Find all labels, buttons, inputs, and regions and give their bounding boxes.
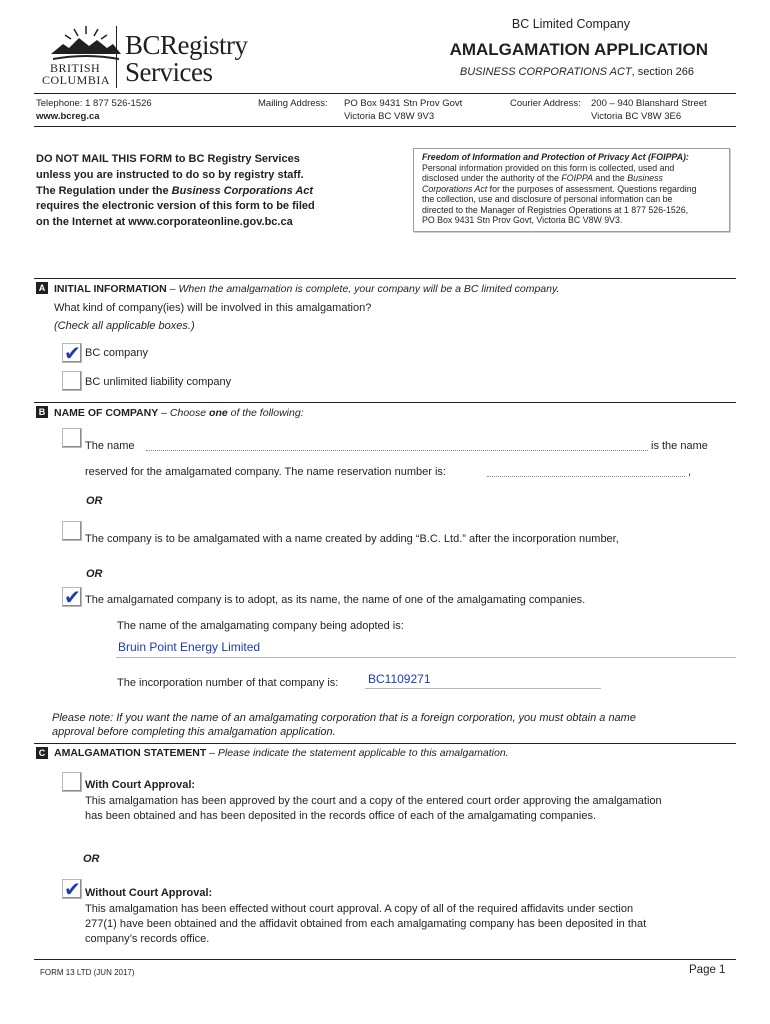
court-approval-checkbox[interactable] bbox=[62, 772, 82, 792]
courier-line2: Victoria BC V8W 3E6 bbox=[591, 111, 682, 122]
company-kind-question: What kind of company(ies) will be involved in this amalgamation? bbox=[54, 302, 372, 314]
courier-label: Courier Address: bbox=[510, 98, 581, 109]
reserved-name-suffix: is the name bbox=[651, 440, 708, 452]
bc-ulc-checkbox[interactable] bbox=[62, 371, 82, 391]
act-reference: BUSINESS CORPORATIONS ACT, section 266 bbox=[459, 66, 694, 78]
province-name: BRITISH COLUMBIA bbox=[42, 61, 111, 87]
adopted-name-value[interactable]: Bruin Point Energy Limited bbox=[118, 640, 261, 654]
bc-registry-logo bbox=[36, 24, 276, 94]
reservation-number-label: reserved for the amalgamated company. The name reservation number is: bbox=[85, 466, 446, 478]
bc-company-label: BC company bbox=[85, 347, 148, 359]
section-b-label: B bbox=[36, 406, 48, 418]
adopted-name-field bbox=[116, 657, 736, 658]
incorp-number-field bbox=[365, 688, 601, 689]
bc-company-checkbox[interactable] bbox=[62, 343, 82, 363]
telephone: Telephone: 1 877 526-1526 bbox=[36, 98, 152, 109]
adopt-name-label: The amalgamated company is to adopt, as its name, the name of one of the amalgamating companies. bbox=[85, 594, 586, 606]
bc-sun-mountain-logo-icon bbox=[41, 24, 131, 64]
company-type: BC Limited Company bbox=[511, 17, 630, 31]
no-court-approval-checkbox[interactable] bbox=[62, 879, 82, 899]
reserved-name-field[interactable] bbox=[146, 450, 648, 451]
courier-line1: 200 – 940 Blanshard Street bbox=[591, 98, 707, 109]
no-court-approval-text: This amalgamation has been effected without court approval. A copy of all of the required affidavits under section 277(1) have been obtained and the affidavit obtained from each amalgamating company has been deposited in that company’s records office. bbox=[85, 903, 647, 945]
mailing-line2: Victoria BC V8W 9V3 bbox=[344, 111, 435, 122]
mailing-line1: PO Box 9431 Stn Prov Govt bbox=[344, 98, 463, 109]
reservation-comma: , bbox=[688, 466, 692, 478]
no-court-approval-title: Without Court Approval: bbox=[85, 887, 213, 899]
form-title: AMALGAMATION APPLICATION bbox=[449, 40, 708, 59]
mail-warning: DO NOT MAIL THIS FORM to BC Registry Services unless you are instructed to do so by registry staff. The Regulation under the Business Corporations Act requires the electronic version of this form to be filed on the Internet at www.corporateonline.gov.bc.ca bbox=[36, 153, 315, 229]
section-b-heading: NAME OF COMPANY – Choose one of the following: bbox=[54, 407, 304, 419]
court-approval-title: With Court Approval: bbox=[85, 779, 196, 791]
bc-ltd-name-label: The company is to be amalgamated with a name created by adding “B.C. Ltd.” after the incorporation number, bbox=[85, 533, 619, 545]
company-kind-hint: (Check all applicable boxes.) bbox=[54, 320, 195, 332]
or-separator: OR bbox=[86, 568, 103, 580]
or-separator: OR bbox=[83, 853, 100, 865]
section-a-label: A bbox=[36, 282, 48, 294]
reservation-number-field[interactable] bbox=[487, 476, 685, 477]
brand-wordmark: BCRegistry Services bbox=[125, 30, 248, 87]
form-number: FORM 13 LTD (JUN 2017) bbox=[40, 968, 135, 977]
bc-ltd-name-checkbox[interactable] bbox=[62, 521, 82, 541]
adopt-name-checkbox[interactable] bbox=[62, 587, 82, 607]
foreign-corp-note: Please note: If you want the name of an amalgamating corporation that is a foreign corporation, you must obtain a name approval before completing this amalgamation application. bbox=[52, 712, 636, 738]
foippa-notice: Freedom of Information and Protection of Privacy Act (FOIPPA): Personal information provided on this form is collected, used and disclosed under the authority of the FOIPPA and the Business Corporations Act for the purposes of assessment. Questions regarding the collection, use and disclosure of personal information can be directed to the Manager of Registries Operations at 1 877 526-1526, PO Box 9431 Stn Prov Govt, Victoria BC V8W 9V3. bbox=[413, 148, 730, 232]
bc-ulc-label: BC unlimited liability company bbox=[85, 376, 232, 388]
adopted-name-label: The name of the amalgamating company being adopted is: bbox=[117, 620, 404, 632]
mailing-label: Mailing Address: bbox=[258, 98, 328, 109]
section-a-heading: INITIAL INFORMATION – When the amalgamation is complete, your company will be a BC limited company. bbox=[54, 283, 560, 295]
section-c-label: C bbox=[36, 747, 48, 759]
reserved-name-checkbox[interactable] bbox=[62, 428, 82, 448]
incorp-number-value[interactable]: BC1109271 bbox=[368, 672, 431, 686]
incorp-number-label: The incorporation number of that company is: bbox=[117, 677, 339, 689]
page-number: Page 1 bbox=[689, 964, 726, 976]
reserved-name-label: The name bbox=[85, 440, 135, 452]
court-approval-text: This amalgamation has been approved by the court and a copy of the entered court order approving the amalgamation has been obtained and has been deposited in the records office of each of the amalgamating companies. bbox=[85, 795, 662, 822]
check-icon: ✔ bbox=[64, 585, 81, 609]
check-icon: ✔ bbox=[64, 877, 81, 901]
section-c-heading: AMALGAMATION STATEMENT – Please indicate the statement applicable to this amalgamation. bbox=[54, 747, 509, 759]
website-link[interactable]: www.bcreg.ca bbox=[36, 111, 100, 122]
check-icon: ✔ bbox=[64, 341, 81, 365]
or-separator: OR bbox=[86, 495, 103, 507]
